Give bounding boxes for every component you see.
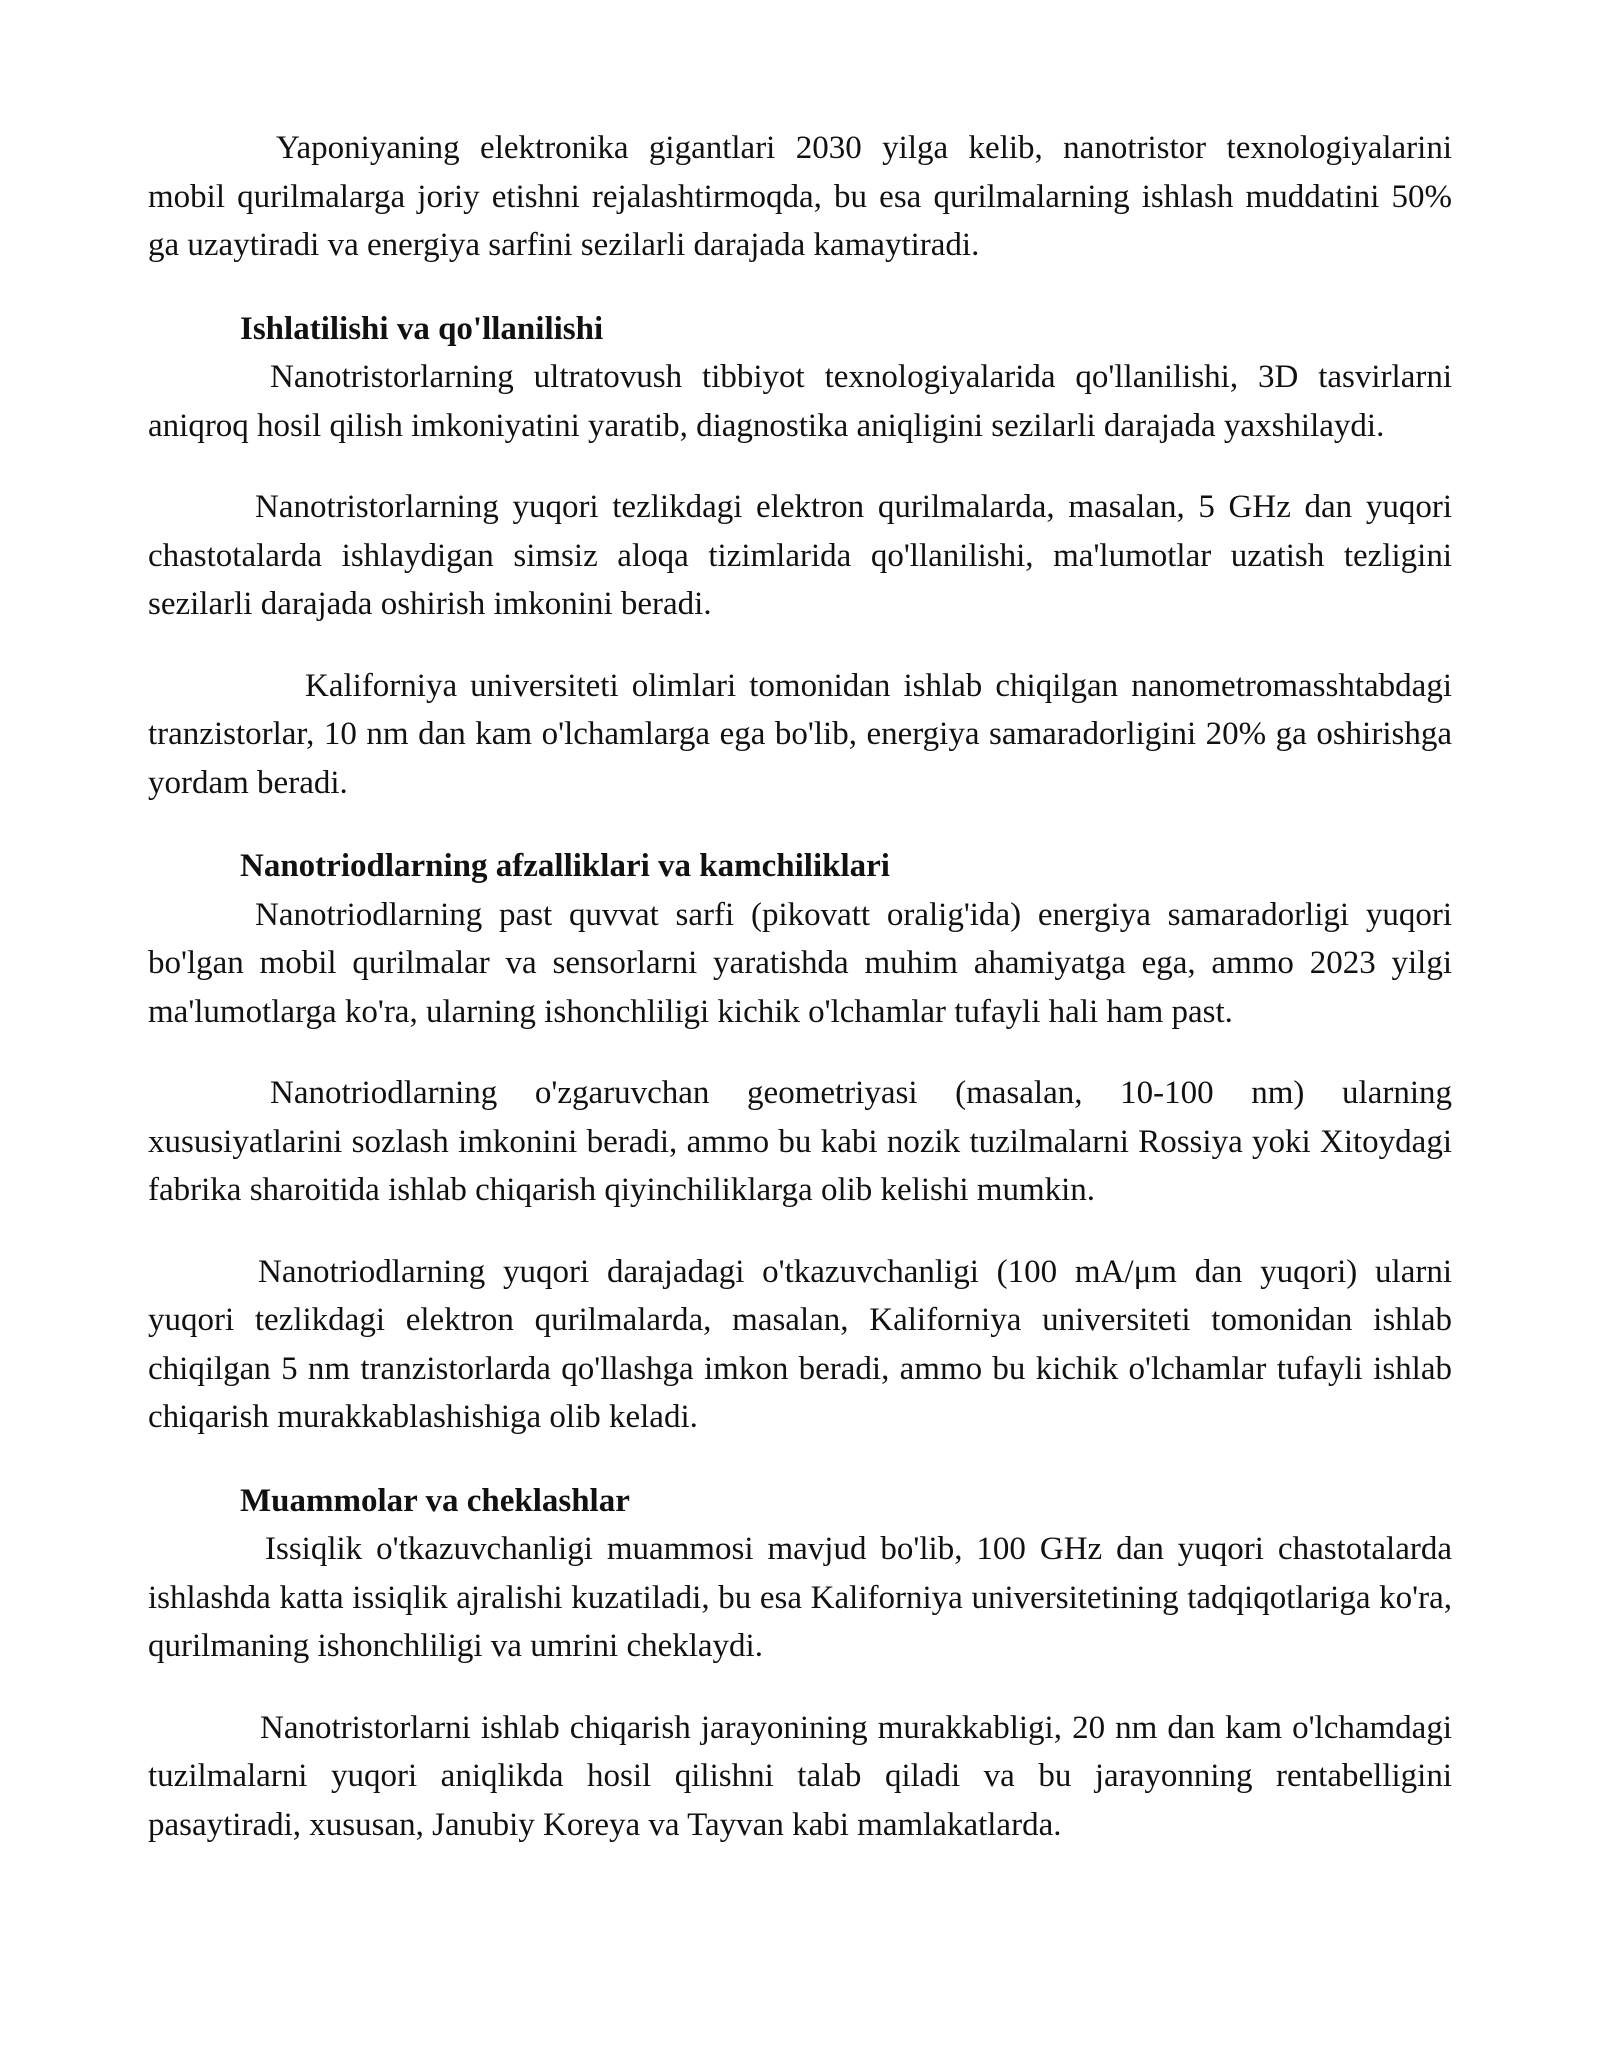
document-body bbox=[148, 124, 1452, 1849]
paragraph-ultrasound-medicine: Nanotristorlarning ultratovush tibbiyot texnologiyalarida qo'llanilishi, 3D tasvirlarni aniqroq hosil qilish imkoniyatini yaratib, diagnostika aniqligini sezilarli darajada yaxshilaydi. bbox=[148, 359, 1452, 444]
paragraph-conductivity: Nanotriodlarning yuqori darajadagi o'tkazuvchanligi (100 mA/μm dan yuqori) ularni yuqori tezlikdagi elektron qurilmalarda, masalan, Kaliforniya universiteti tomonidan ishlab chiqilgan 5 nm tranzistorlarda qo'llashga imkon beradi, ammo bu kichik o'lchamlar tufayli ishlab chiqarish murakkablashishiga olib keladi. bbox=[148, 1253, 1452, 1435]
section-heading-advantages: Nanotriodlarning afzalliklari va kamchiliklari bbox=[240, 848, 890, 884]
paragraph-variable-geometry: Nanotriodlarning o'zgaruvchan geometriyasi (masalan, 10-100 nm) ularning xususiyatlarini sozlash imkonini beradi, ammo bu kabi nozik tuzilmalarni Rossiya yoki Xitoydagi fabrika sharoitida ishlab chiqarish qiyinchiliklarga olib kelishi mumkin. bbox=[148, 1075, 1452, 1208]
section-heading-problems: Muammolar va cheklashlar bbox=[240, 1482, 630, 1519]
paragraph-manufacturing-complexity: Nanotristorlarni ishlab chiqarish jarayonining murakkabligi, 20 nm dan kam o'lchamdagi tuzilmalarni yuqori aniqlikda hosil qilishni talab qiladi va bu jarayonning rentabelligini pasaytiradi, xususan, Janubiy Koreya va Tayvan kabi mamlakatlarda. bbox=[148, 1709, 1452, 1843]
paragraph-japan-electronics: Yaponiyaning elektronika gigantlari 2030 yilga kelib, nanotristor texnologiyalarini mobil qurilmalarga joriy etishni rejalashtirmoqda, bu esa qurilmalarning ishlash muddatini 50% ga uzaytiradi va energiya sarfini sezilarli darajada kamaytiradi. bbox=[148, 130, 1452, 263]
paragraph-wireless-communication: Nanotristorlarning yuqori tezlikdagi elektron qurilmalarda, masalan, 5 GHz dan yuqori chastotalarda ishlaydigan simsiz aloqa tizimlarida qo'llanilishi, ma'lumotlar uzatish tezligini sezilarli darajada oshirish imkonini beradi. bbox=[148, 489, 1452, 622]
paragraph-low-power: Nanotriodlarning past quvvat sarfi (pikovatt oralig'ida) energiya samaradorligi yuqori bo'lgan mobil qurilmalar va sensorlarni yaratishda muhim ahamiyatga ega, ammo 2023 yilgi ma'lumotlarga ko'ra, ularning ishonchliligi kichik o'lchamlar tufayli hali ham past. bbox=[148, 896, 1452, 1030]
section-heading-usage: Ishlatilishi va qo'llanilishi bbox=[240, 310, 604, 347]
paragraph-california-transistors: Kaliforniya universiteti olimlari tomonidan ishlab chiqilgan nanometromasshtabdagi tranzistorlar, 10 nm dan kam o'lchamlarga ega bo'lib, energiya samaradorligini 20% ga oshirishga yordam beradi. bbox=[148, 667, 1452, 801]
paragraph-thermal-conductivity: Issiqlik o'tkazuvchanligi muammosi mavjud bo'lib, 100 GHz dan yuqori chastotalarda ishlashda katta issiqlik ajralishi kuzatiladi, bu esa Kaliforniya universitetining tadqiqotlariga ko'ra, qurilmaning ishonchliligi va umrini cheklaydi. bbox=[148, 1531, 1452, 1664]
